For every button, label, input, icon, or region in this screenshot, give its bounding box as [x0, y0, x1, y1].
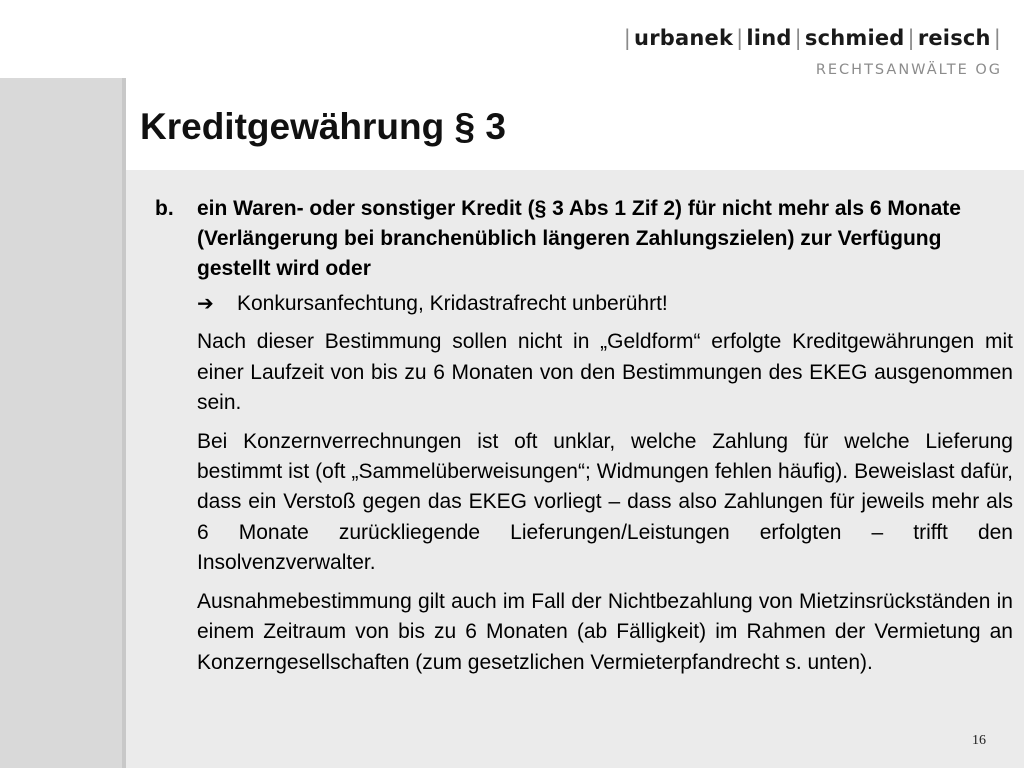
left-sidebar-bar — [0, 78, 126, 768]
logo-separator: | — [736, 26, 744, 50]
page-number: 16 — [972, 733, 986, 748]
slide-title: Kreditgewährung § 3 — [140, 106, 506, 147]
arrow-point — [197, 289, 1013, 319]
paragraph: Bei Konzernverrechnungen ist oft unklar, welche Zahlung für welche Lieferung bestimmt ist (oft „Sammelüberweisungen“; Widmungen fehlen häufig). Beweislast dafür, dass ein Verstoß gegen das EKEG vorliegt – dass also Zahlungen für jeweils mehr als 6 Monate zurückliegende Lieferungen/Leistungen erfolgten – trifft den Insolvenzverwalter. — [197, 429, 1013, 575]
logo-separator: | — [993, 26, 1001, 50]
list-item-text: ein Waren- oder sonstiger Kredit (§ 3 Abs 1 Zif 2) für nicht mehr als 6 Monate (Verlängerung bei branchenüblich längeren Zahlungszielen) zur Verfügung gestellt wird oder — [197, 197, 961, 280]
logo-name-urbanek: urbanek — [634, 26, 734, 50]
logo-separator: | — [794, 26, 802, 50]
firm-logo-names — [621, 26, 1004, 50]
list-item-b — [155, 194, 1013, 283]
arrow-right-icon: ➔ — [197, 291, 214, 316]
logo-name-reisch: reisch — [917, 26, 991, 50]
logo-separator: | — [907, 26, 915, 50]
arrow-point-text: Konkursanfechtung, Kridastrafrecht unberührt! — [237, 292, 668, 316]
logo-separator: | — [623, 26, 632, 50]
firm-logo — [564, 26, 1004, 86]
firm-logo-subtitle: RECHTSANWÄLTE OG — [815, 62, 1002, 78]
list-marker: b. — [155, 197, 174, 220]
paragraph: Ausnahmebestimmung gilt auch im Fall der Nichtbezahlung von Mietzinsrückständen in einem Zeitraum von bis zu 6 Monaten (ab Fälligkeit) im Rahmen der Vermietung an Konzerngesellschaften (zum gesetzlichen Vermieterpfandrecht s. unten). — [197, 589, 1013, 674]
logo-name-schmied: schmied — [804, 26, 905, 50]
logo-name-lind: lind — [746, 26, 792, 50]
paragraph: Nach dieser Bestimmung sollen nicht in „Geldform“ erfolgte Kreditgewährungen mit einer Laufzeit von bis zu 6 Monaten von den Bestimmungen des EKEG ausgenommen sein. — [197, 330, 1013, 415]
slide-content — [155, 194, 1013, 678]
